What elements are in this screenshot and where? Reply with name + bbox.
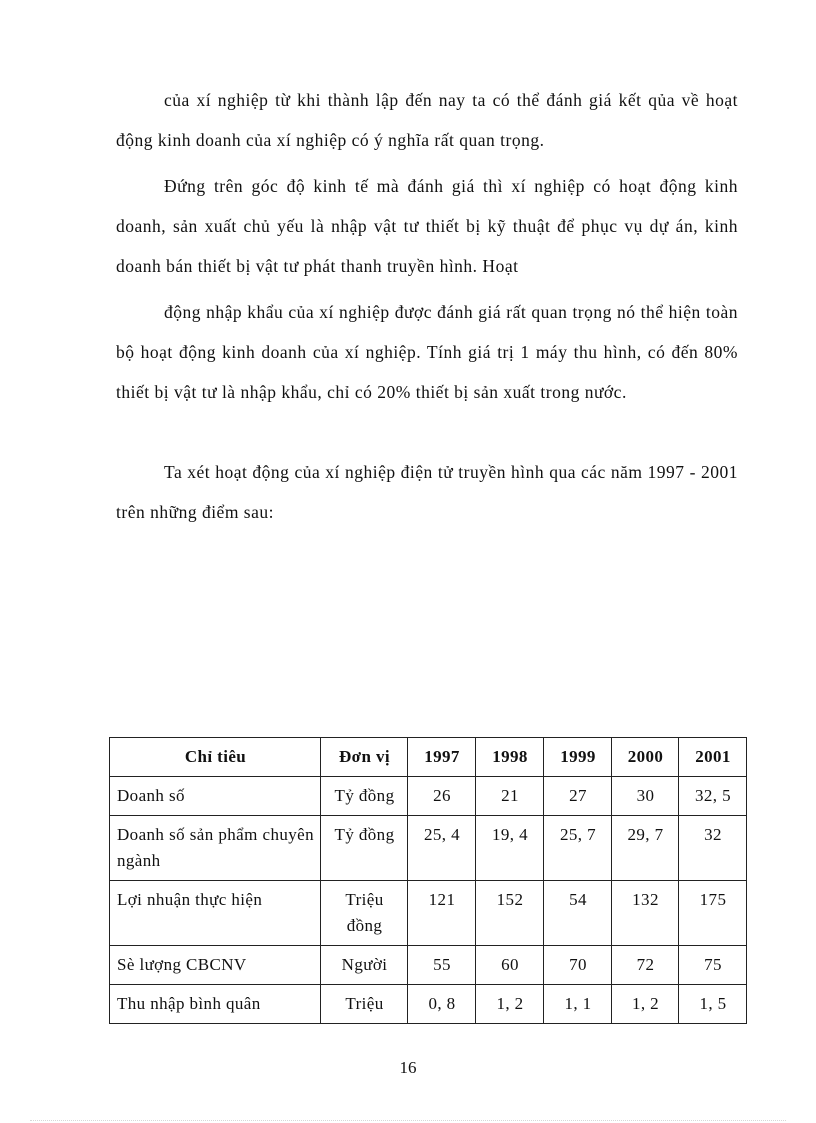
cell-value: 21 — [476, 777, 544, 816]
business-results-table — [109, 737, 747, 1024]
footer-divider — [30, 1120, 786, 1121]
cell-value: 32 — [679, 816, 747, 881]
cell-value: 25, 7 — [544, 816, 612, 881]
header-year: 2001 — [679, 738, 747, 777]
row-label: Doanh số — [110, 777, 321, 816]
table-header-row — [110, 738, 747, 777]
row-unit: Tỷ đồng — [321, 816, 408, 881]
row-label: Sè lượng CBCNV — [110, 946, 321, 985]
row-label: Doanh số sản phẩm chuyên ngành — [110, 816, 321, 881]
table-row — [110, 777, 747, 816]
paragraph-2 — [116, 166, 738, 286]
cell-value: 30 — [612, 777, 679, 816]
page-number: 16 — [399, 1058, 417, 1077]
row-label: Thu nhập bình quân — [110, 985, 321, 1024]
paragraph-3 — [116, 292, 738, 412]
cell-value: 1, 2 — [612, 985, 679, 1024]
header-unit: Đơn vị — [321, 738, 408, 777]
cell-value: 175 — [679, 881, 747, 946]
cell-value: 0, 8 — [408, 985, 476, 1024]
cell-value: 1, 5 — [679, 985, 747, 1024]
table-row — [110, 985, 747, 1024]
table-row — [110, 816, 747, 881]
paragraph-1-text: của xí nghiệp từ khi thành lập đến nay ta có thể đánh giá kết qủa về hoạt động kinh doanh của xí nghiệp có ý nghĩa rất quan trọng. — [116, 90, 738, 150]
row-unit: Tỷ đồng — [321, 777, 408, 816]
table-row — [110, 881, 747, 946]
cell-value: 132 — [612, 881, 679, 946]
row-unit: Người — [321, 946, 408, 985]
paragraph-4 — [116, 452, 738, 532]
cell-value: 72 — [612, 946, 679, 985]
header-year: 2000 — [612, 738, 679, 777]
cell-value: 55 — [408, 946, 476, 985]
paragraph-2-text: Đứng trên góc độ kinh tế mà đánh giá thì xí nghiệp có hoạt động kinh doanh, sản xuất chủ yếu là nhập vật tư thiết bị kỹ thuật để phục vụ dự án, kinh doanh bán thiết bị vật tư phát thanh truyền hình. Hoạt — [116, 176, 738, 276]
cell-value: 75 — [679, 946, 747, 985]
row-unit: Triệu đồng — [321, 881, 408, 946]
cell-value: 70 — [544, 946, 612, 985]
header-indicator: Chỉ tiêu — [110, 738, 321, 777]
header-year: 1999 — [544, 738, 612, 777]
cell-value: 1, 1 — [544, 985, 612, 1024]
header-year: 1998 — [476, 738, 544, 777]
table-row — [110, 946, 747, 985]
cell-value: 25, 4 — [408, 816, 476, 881]
cell-value: 60 — [476, 946, 544, 985]
paragraph-4-text: Ta xét hoạt động của xí nghiệp điện tử truyền hình qua các năm 1997 - 2001 trên những điểm sau: — [116, 462, 738, 522]
cell-value: 54 — [544, 881, 612, 946]
cell-value: 1, 2 — [476, 985, 544, 1024]
paragraph-3-text: động nhập khẩu của xí nghiệp được đánh giá rất quan trọng nó thể hiện toàn bộ hoạt động kinh doanh của xí nghiệp. Tính giá trị 1 máy thu hình, có đến 80% thiết bị vật tư là nhập khẩu, chỉ có 20% thiết bị sản xuất trong nước. — [116, 302, 738, 402]
cell-value: 29, 7 — [612, 816, 679, 881]
cell-value: 121 — [408, 881, 476, 946]
cell-value: 26 — [408, 777, 476, 816]
cell-value: 32, 5 — [679, 777, 747, 816]
cell-value: 27 — [544, 777, 612, 816]
header-year: 1997 — [408, 738, 476, 777]
row-unit: Triệu — [321, 985, 408, 1024]
cell-value: 152 — [476, 881, 544, 946]
row-label: Lợi nhuận thực hiện — [110, 881, 321, 946]
paragraph-1 — [116, 80, 738, 160]
cell-value: 19, 4 — [476, 816, 544, 881]
